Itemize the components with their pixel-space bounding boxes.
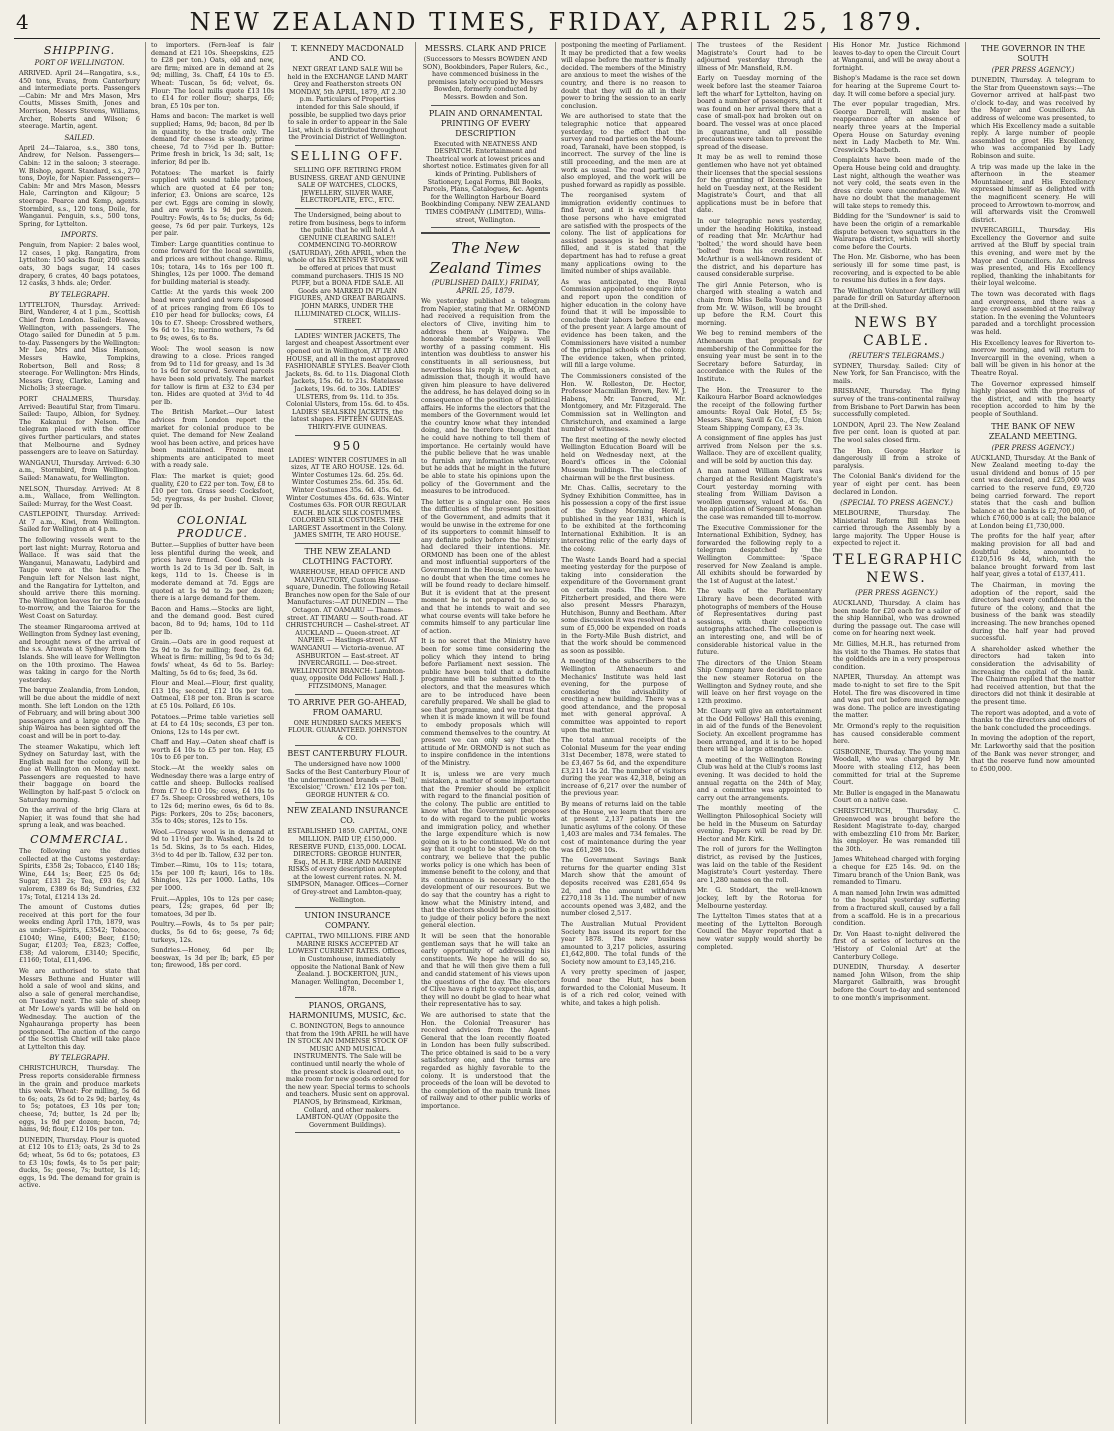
article-paragraph: Mr. G. Stoddart, the well-known jockey, left by the Rotorua for Melbourne yesterday.	[697, 886, 822, 910]
article-paragraph: The Hon. Mr. Gisborne, who has been seriously ill for some time past, is recovering, and is expected to be able to resume his duties in a few days.	[833, 253, 960, 285]
advertisement-body: LADIES' WINTER COSTUMES in all sizes, AT TE ARO HOUSE. 12s. 6d. Winter Costumes 12s. 6d. 25s. 6d. Winter Costumes 25s. 6d. 35s. 6d. Winter Costumes 35s. 6d. 45s. 6d. Winter Costumes 45s. 6d. 63s. Winter Costumes 63s. FOR OUR REGULAR EACH. BLACK SILK COSTUMES. COLORED SILK COSTUMES. THE LARGEST Assortment in the Colony. JAMES SMITH, TE ARO HOUSE.	[285, 455, 410, 540]
article-paragraph: It is, unless we are very much mistaken, a matter of some importance that the Premier should be explicit with regard to the financial position of the colony. The public are entitled to know what the Government proposes to do with regard to the public works and immigration policy, and whether the large expenditure which is now going on is to be continued. We do not say that it ought to be stopped; on the contrary, we believe that the public works policy is one which has been of immense benefit to the colony, and that its continuance is necessary to the development of our resources. But we do say that the country has a right to know what the Ministry intend, and that the electors should be in a position to judge of their policy before the next general election.	[421, 769, 550, 930]
article-paragraph: Mr. Chas. Callis, secretary to the Sydney Exhibition Committee, has in his possession a copy of the first issue of the Sydney Morning Herald, published in the year 1831, which is to be exhibited at the forthcoming International Exhibition. It is an interesting relic of the early days of the colony.	[561, 484, 686, 553]
article-paragraph: The Wellington Volunteer Artillery will parade for drill on Saturday afternoon at the Drill-shed.	[833, 286, 960, 310]
article-paragraph: A man named John Irwin was admitted to the hospital yesterday suffering from a fractured skull, caused by a fall from a scaffold. He is in a precarious condition.	[833, 888, 960, 928]
news-column-1	[14, 42, 146, 1424]
article-paragraph: Flour and Meal.—Flour, first quality, £13 10s; second, £12 10s per ton. Oatmeal, £18 per ton. Bran is scarce at £5 10s. Pollard, £6 10s.	[151, 679, 274, 710]
divider-rule	[295, 435, 400, 436]
article-paragraph: DUNEDIN, Thursday. A telegram to the Star from Queenstown says:—The Governor arrived at half-past two o'clock to-day, and was received by the Mayor and Councillors. An address of welcome was presented, to which His Excellency made a suitable reply. A large number of people assembled to greet His Excellency, who was accompanied by Lady Robinson and suite.	[971, 76, 1095, 160]
article-paragraph: Potatoes.—Prime table varieties sell at £4 to £4 10s; seconds, £3 per ton. Onions, 12s to 14s per cwt.	[151, 712, 274, 736]
advertisement-body: ONE HUNDRED SACKS MEEK'S FLOUR. GUARANTEED. JOHNSTON & CO.	[287, 718, 408, 742]
article-paragraph: Wool.—Greasy wool is in demand at 9d to 11½d per lb. Washed, 1s 2d to 1s 5d. Skins, 3s to 5s each. Hides, 3½d to 4d per lb. Tallow, £32 per ton.	[151, 827, 274, 859]
article-paragraph: It is no secret that the Ministry have been for some time considering the policy which they intend to bring before Parliament next session. The public have been told that a definite programme will be submitted to the electors, and that the measures which are to be introduced have been carefully prepared. We shall be glad to see that programme, and we trust that when it is made known it will be found to embody proposals which will commend themselves to the country. At present we can only say that the attitude of Mr. ORMOND is not such as to inspire confidence in the intentions of the Ministry.	[421, 637, 550, 767]
advertisement-body: Executed with NEATNESS AND DESPATCH. Entertainment and Theatrical work at lowest prices and shortest notice. Estimates given for all kinds of Printing. Publishers of Stationery, Legal Forms, Bill Books, Parcels, Plans, Catalogues, &c. Agents for the Wellington Harbour Board Bookbinding Company. NEW ZEALAND TIMES COMPANY (LIMITED), Willis-street, Wellington.	[421, 139, 550, 224]
advertisement-title: PLAIN AND ORNAMENTAL PRINTING OF EVERY DESCRIPTION	[428, 108, 543, 138]
article-paragraph: The steamer Ringarooma arrived at Wellington from Sydney last evening, and brought news of the arrival of the s.s. Arawata at Sydney from the Islands. She will leave for Wellington on the 10th proximo. The Hawea was taking in cargo for the North yesterday.	[19, 622, 141, 684]
article-paragraph: In our telegraphic news yesterday, under the heading Hokitika, instead of reading that Mr. McArthur had 'bolted,' the word should have been 'bolted' from his creditors. Mr. McArthur is a well-known resident of the district, and his departure has caused considerable surprise.	[697, 217, 822, 279]
article-paragraph: NELSON, Thursday. Arrived: At 8 a.m., Wallace, from Wellington. Sailed: Murray, for the West Coast.	[19, 484, 140, 508]
article-paragraph: The following vessels went to the port last night: Murray, Rotorua and Wallace. It was said that the Wanganui, Manawatu, Ladybird and Taupo were at the heads. The Penguin left for Nelson last night, and the Rangatira for Lyttelton, and should arrive there this morning. The Wellington leaves for the Sounds to-morrow, and the Taiaroa for the West Coast on Saturday.	[19, 536, 140, 620]
article-paragraph: His Excellency leaves for Riverton to-morrow morning, and will return to Invercargill in the evening, when a ball will be given in his honor at the Theatre Royal.	[971, 338, 1095, 377]
article-paragraph: PORT CHALMERS, Thursday. Arrived: Beautiful Star, from Timaru. Sailed: Taupo, Albion, for Sydney. The Kakanui for Nelson. The telegram placed with the officer gives further particulars, and states that Melbourne and Sydney passengers are to leave on Saturday.	[19, 394, 140, 457]
article-paragraph: His Honor Mr. Justice Richmond leaves to-day to open the Circuit Court at Wanganui, and will be away about a fortnight.	[833, 42, 960, 72]
advertisement-body: CAPITAL, TWO MILLIONS. FIRE AND MARINE RISKS ACCEPTED AT LOWEST CURRENT RATES. Offices, in Customhouse, immediately opposite the National Bank of New Zealand. J. BOCKERTON, JUN., Manager. Wellington, December 1, 1878.	[285, 932, 410, 994]
news-column-8	[966, 42, 1100, 1424]
dateline: (PUBLISHED DAILY.) FRIDAY, APRIL 25, 1879.	[431, 279, 540, 295]
article-paragraph: The Australian Mutual Provident Society has issued its report for the year 1878. The new business amounted to 3,217 policies, assuring £1,642,800. The total funds of the Society now amount to £3,145,216.	[561, 919, 686, 966]
article-paragraph: The directors of the Union Steam Ship Company have decided to place the new steamer Rotorua on the Wellington and Sydney route, and she will leave on her first voyage on the 12th proximo.	[697, 658, 822, 705]
article-paragraph: The Government Savings Bank returns for the quarter ending 31st March show that the amount of deposits received was £281,654 9s 2d, and the amount withdrawn £270,118 3s 11d. The number of new accounts opened was 3,482, and the number closed 2,517.	[561, 856, 686, 918]
article-paragraph: The walls of the Parliamentary Library have been decorated with photographs of members of the House of Representatives during past sessions, with their respective autographs attached. The collection is an interesting one, and will be of considerable historical value in the future.	[697, 587, 822, 657]
subheading: (PER PRESS AGENCY.)	[991, 66, 1075, 74]
divider-rule	[295, 907, 400, 908]
article-paragraph: DUNEDIN, Thursday. A deserter named John Wilson, from the ship Margaret Galbraith, was brought before the Court to-day and sentenced to one month's imprisonment.	[833, 963, 960, 1002]
article-paragraph: A trip was made up the lake in the afternoon in the steamer Mountaineer, and His Excellency expressed himself as delighted with the magnificent scenery. He will proceed to Arrowtown to-morrow, and will afterwards visit the Cromwell district.	[971, 162, 1096, 224]
article-paragraph: We yesterday published a telegram from Napier, stating that Mr. ORMOND had received a requisition from the electors of Clive, inviting him to address them at Waipawa. The honorable member's reply is well worthy of a passing comment. His intention was doubtless to answer his constituents in all seriousness, but nevertheless his reply is, in effect, an admission that, though it would have given him pleasure to have delivered the address, he has delayed doing so in consequence of the position of political affairs. He informs the electors that the members of the Government would let the country know what they intended doing, and he therefore thought that he could have nothing to tell them of importance. He certainly would have the public believe that he was unable to furnish any information whatever, but he adds that he might in the future be able to state his opinions upon the policy of the Government and the measures to be introduced.	[421, 297, 550, 496]
article-paragraph: The Colonial Bank's dividend for the year of eight per cent. has been declared in London.	[833, 472, 960, 496]
article-paragraph: AUCKLAND, Thursday. At the Bank of New Zealand meeting to-day the usual dividend and bonus of 15 per cent was declared, and £25,000 was carried to the reserve fund, £9,720 being carried forward. The report states that the cash and bullion balance at the banks is £2,700,000, of which £760,000 is at call; the balance at London being £1,730,000.	[971, 453, 1095, 530]
article-paragraph: The steamer Wakatipu, which left Sydney on Saturday last, with the English mail for the colony, will be due at Wellington on Monday next. Passengers are requested to have their baggage on board the Wellington by half-past 5 o'clock on Saturday morning.	[19, 742, 140, 804]
article-paragraph: LONDON, April 23. The New Zealand five per cent. loan is quoted at par. The wool sales closed firm.	[833, 420, 960, 444]
article-paragraph: The report was adopted, and a vote of thanks to the directors and officers of the bank concluded the proceedings.	[971, 708, 1095, 732]
article-paragraph: April 24—Taiaroa, s.s., 380 tons, Andrew, for Nelson. Passengers—Cabin: 12 in the saloon; 3 steerage. W. Bishop, agent. Standard, s.s., 270 tons, Doyle, for Napier. Passengers—Cabin: Mr and Mrs Mason, Messrs Hale, Carrington and Kilgour; 5 steerage. Pearce and Kemp, agents. Stormbird, s.s., 120 tons, Doile, for Wanganui. Penguin, s.s., 500 tons, Spring, for Lyttelton.	[19, 143, 140, 228]
advertisement-body: LADIES' WINTER JACKETS, The largest and cheapest Assortment ever opened out in Wellington, AT TE ARO HOUSE, and all in the most approved FASHIONABLE STYLES. Beaver Cloth Jackets, 8s. 6d. to 11s. Diagonal Cloth Jackets, 15s. 6d. to 21s. Matelasse Jackets, 19s. 6d. to 30s. LADIES' ULSTERS, from 9s. 11d. to 35s. Colonial Ulsters, from 15s. 6d. to 45s. LADIES' SEALSKIN JACKETS, the latest shapes. FIFTEEN GUINEAS. THIRTY-FIVE GUINEAS.	[285, 331, 410, 431]
article-paragraph: It will be seen that the honorable gentleman says that he will take an early opportunity of addressing his constituents. We hope he will do so, and that he will then give them a full and candid statement of his views upon the questions of the day. The electors of Clive have a right to expect this, and they will no doubt be glad to hear what their representative has to say.	[421, 931, 550, 1009]
article-paragraph: The letter is a singular one. He sees the difficulties of the present position of the Government, and admits that it would be unwise in the extreme for one of its supporters to commit himself to any definite policy before the Ministry had declared their intentions. Mr. ORMOND has been one of the ablest and most influential supporters of the Government in the House, and we have no doubt that when the time comes he will be found ready to declare himself. But it is evident that at the present moment he is not prepared to do so, and that he intends to wait and see what course events will take before he commits himself to any particular line of action.	[421, 497, 550, 635]
news-column-2	[146, 42, 280, 1424]
article-paragraph: By means of returns laid on the table of the House, we learn that there are at present 2,137 patients in the lunatic asylums of the colony. Of these 1,403 are males and 734 females. The cost of maintenance during the year was £61,298 10s.	[561, 800, 686, 854]
article-paragraph: The Chairman, in moving the adoption of the report, said the directors had every confidence in the future of the colony, and that the business of the bank was steadily increasing. The new branches opened during the half year had proved successful.	[971, 581, 1095, 643]
news-heading: NEWS BY CABLE.	[854, 314, 939, 349]
advertisement-body: (Successors to Messrs BOWDEN AND SON), Bookbinders, Paper Rulers, &c., have commenced business in the premises lately occupied by Messrs Bowden, formerly conducted by Messrs. Bowden and Son.	[422, 55, 549, 101]
article-paragraph: Penguin, from Napier: 2 bales wool, 12 cases, 1 pkg. Rangatira, from Lyttelton: 150 sacks flour, 200 sacks oats, 30 bags sugar, 14 cases drapery, 6 crates, 40 bags potatoes, 12 casks, 3 hhds. ale; Order.	[19, 241, 140, 288]
advertisement-title: PIANOS, ORGANS, HARMONIUMS, MUSIC, &c.	[288, 1001, 407, 1020]
newspaper-title: NEW ZEALAND TIMES, FRIDAY, APRIL 25, 1879.	[189, 8, 925, 36]
article-paragraph: to importers. (Fern-leaf is fair demand at £21 10s. Sheepskins, £25 to £28 per ton.) Oats, old and new, are firm; mixed are in demand at 2s 9d; milling, 3s. Chaff, £4 10s to £5. Wheat: Tuscan, 5s 6d; velvet, 6s. Flour: The local mills quote £13 10s to £14 for roller flour; sharps, £6; bran, £5 10s per ton.	[151, 42, 274, 110]
article-paragraph: Hams and bacon: The market is well supplied; Hams, 9d; bacon, 8d per lb in quantity, to the trade only. The demand for cheese is steady; prime cheese, 7d to 7½d per lb. Butter: Prime fresh in brick, 1s 3d; salt, 1s; inferior, 8d per lb.	[151, 112, 274, 166]
advertisement-body: SELLING OFF. RETIRING FROM BUSINESS. GREAT AND GENUINE SALE OF WATCHES, CLOCKS, JEWELLERY, SILVER WARE, ELECTROPLATE, ETC., ETC.	[289, 165, 406, 205]
article-paragraph: Wool: The wool season is now drawing to a close. Prices ranged from 9d to 11d for greasy, and 1s 3d to 1s 6d for scoured. Several parcels have been sold privately. The market for tallow is firm at £32 to £34 per ton. Hides are quoted at 3½d to 4d per lb.	[151, 344, 274, 406]
article-paragraph: CHRISTCHURCH, Thursday. The Press reports considerable firmness in the grain and produce markets this week. Wheat: For milling, 5s 6d to 6s; oats, 2s 6d to 2s 9d; barley, 4s to 5s; potatoes, £3 10s per ton; cheese, 7d; butter, 1s 2d per lb; eggs, 1s 9d per dozen; bacon, 7d; hams, 9d; flour, £12 10s per ton.	[19, 1064, 140, 1134]
article-paragraph: James Whitehead charged with forging a cheque for £25 14s. 9d. on the Timaru branch of the Union Bank, was remanded to Timaru.	[833, 855, 960, 887]
article-paragraph: Mr. Ormond's reply to the requisition has caused considerable comment here.	[833, 721, 960, 746]
advertisement-body: C. BONINGTON, Begs to announce that from the 19th APRIL he will have IN STOCK AN IMMENSE STOCK OF MUSIC AND MUSICAL INSTRUMENTS. The Sale will be continued until nearly the whole of the present stock is cleared out, to make room for new goods ordered for the new year. Special terms to schools and teachers. Music sent on approval. PIANOS, by Brinsmead, Kirkman, Collard, and other makers. LAMBTON-QUAY (Opposite the Government Buildings).	[285, 1022, 410, 1129]
article-paragraph: The Executive Commissioner for the International Exhibition, Sydney, has forwarded the following reply to a telegram despatched by the Wellington Committee: 'Space reserved for New Zealand is ample. All exhibits should be forwarded by the 1st of August at the latest.'	[697, 523, 822, 585]
article-paragraph: The total annual receipts of the Colonial Museum for the year ending 31st December, 1878, were stated to be £3,467 5s 6d, and the expenditure £3,211 14s 2d. The number of visitors during the year was 42,318, being an increase of 6,217 over the number of the previous year.	[561, 736, 686, 798]
article-paragraph: Butter.—Supplies of butter have been less plentiful during the week, and prices have firmed. Good fresh is worth 1s 2d to 1s 3d per lb. Salt, in kegs, 11d to 1s. Cheese is in moderate demand at 7d. Eggs are quoted at 1s 9d to 2s per dozen; there is a large demand for them.	[151, 541, 274, 603]
section-heading: COMMERCIAL.	[30, 833, 129, 847]
advertisement-title: TO ARRIVE PER GO-AHEAD, FROM OAMARU.	[288, 697, 407, 717]
article-paragraph: GISBORNE, Thursday. The young man Woodall, who was charged by Mr. Moore with stealing £12, has been committed for trial at the Supreme Court.	[833, 747, 960, 787]
article-paragraph: The British Market.—Our latest advices from London report the market for colonial produce to be quiet. The demand for New Zealand wool has been active, and prices have been maintained. Frozen meat shipments are anticipated to meet with a ready sale.	[151, 408, 274, 470]
article-paragraph: We are authorised to state that Messrs Bethune and Hunter will hold a sale of wool and skins, and also a sale of general merchandise, on Tuesday next. The sale of sheep at Mr Lowe's yards will be held on Wednesday. The auction of the Ngahauranga property has been postponed. The auction of the cargo of the Scottish Chief will take place at Lyttelton this day.	[19, 966, 140, 1051]
news-column-4	[416, 42, 556, 1424]
article-paragraph: Mr. Gillies, M.H.R., has returned from his visit to the Thames. He states that the goldfields are in a very prosperous condition.	[833, 640, 960, 671]
article-paragraph: The Governor expressed himself highly pleased with the progress of the district, and with the hearty reception accorded to him by the people of Southland.	[971, 379, 1095, 418]
article-paragraph: The profits for the half year, after making provision for all bad and doubtful debts, amounted to £120,516 9s 4d, which, with the balance brought forward from last half year, gives a total of £137,411.	[971, 532, 1095, 579]
article-paragraph: LYTTELTON, Thursday. Arrived: Bird, Wanderer, 4 at 1 p.m., Scottish Chief from London. Sailed: Hawea, Wellington, with passengers. The Otago sailed for Dunedin at 5 p.m. to-day. Passengers by the Wellington: Mr Lee, Mrs and Miss Hanson, Messrs Hawke, Tompkins, Robertson, Bell and Ross; 8 steerage. For Wellington: Mrs Hinds, Messrs Gray, Clarke, Laming and Nicholls; 3 steerage.	[19, 300, 140, 393]
article-paragraph: The Hon. George Harker is dangerously ill from a stroke of paralysis.	[833, 446, 960, 470]
news-heading: TELEGRAPHIC NEWS.	[833, 552, 964, 587]
divider-rule	[295, 208, 400, 209]
article-paragraph: A very pretty specimen of jasper, found near the Hutt, has been forwarded to the Colonial Museum. It is of a rich red color, veined with white, and takes a high polish.	[561, 968, 686, 1007]
article-paragraph: Flax: The market is quiet; good quality, £20 to £22 per ton. Tow, £8 to £10 per ton. Grass seed: Cocksfoot, 5d; ryegrass, 4s per bushel. Clover, 9d per lb.	[151, 472, 274, 511]
article-paragraph: The roll of jurors for the Wellington district, as revised by the Justices, was laid on the table of the Resident Magistrate's Court yesterday. There are 1,280 names on the roll.	[697, 845, 822, 884]
advertisement-title: UNION INSURANCE COMPANY.	[304, 911, 391, 931]
article-paragraph: The Waste Lands Board had a special meeting yesterday for the purpose of taking into consideration the expenditure of the Government grant on certain roads. The Hon. Mr. Fitzherbert presided, and there were also present Messrs Pharazyn, Hutchison, Bunny and Beetham. After some discussion it was resolved that a sum of £5,000 be expended on roads in the Forty-Mile Bush district, and that the work should be commenced as soon as possible.	[561, 555, 686, 655]
article-paragraph: SYDNEY, Thursday. Sailed: City of New York, for San Francisco, with the mails.	[833, 361, 960, 385]
divider-rule	[295, 329, 400, 330]
subheading: SAILED.	[64, 133, 95, 142]
article-paragraph: The barque Zealandia, from London, will be due about the middle of next month. She left London on the 12th of February, and will bring about 300 passengers and a large cargo. The ship Wairoa has been sighted off the coast and will be in port to-day.	[19, 686, 140, 740]
article-paragraph: The amount of Customs duties received at this port for the four weeks ending April 17th, 1879, was as under:—Spirits, £3542; Tobacco, £1040; Wine, £400; Beer, £150; Sugar, £1203; Tea, £823; Coffee, £38; Ad valorem, £3140; Specific, £1160; Total, £11,496.	[19, 903, 140, 965]
article-paragraph: The first meeting of the newly elected Wellington Education Board will be held on Wednesday next, at the Board's offices in the Colonial Museum buildings. The election of chairman will be the first business.	[561, 435, 686, 482]
article-paragraph: NAPIER, Thursday. An attempt was made to-night to set fire to the Spit Hotel. The fire was discovered in time and was put out before much damage was done. The police are investigating the matter.	[833, 673, 960, 720]
double-rule	[421, 232, 550, 234]
advertisement-body: ESTABLISHED 1859. CAPITAL, ONE MILLION. PAID UP, £150,000. RESERVE FUND, £135,000. LOCAL DIRECTORS: GEORGE HUNTER, Esq., M.H.R. FIRE AND MARINE RISKS of every description accepted at the lowest current rates. N. M. SIMPSON, Manager. Offices—Corner of Grey-street and Lambton-quay, Wellington.	[287, 827, 408, 904]
subheading: (SPECIAL TO PRESS AGENCY.)	[840, 499, 953, 508]
article-heading: THE BANK OF NEW ZEALAND MEETING.	[988, 421, 1078, 441]
article-paragraph: Stock.—At the weekly sales on Wednesday there was a large entry of cattle and sheep. Bullocks realised from £7 to £10 10s; cows, £4 10s to £7 5s. Sheep: Crossbred wethers, 10s to 12s 6d; merino ewes, 6s 6d to 8s. Pigs: Porkers, 20s to 25s; baconers, 35s to 40s; stores, 12s to 15s.	[151, 764, 274, 826]
article-paragraph: The Commissioners consisted of the Hon. W. Rolleston, Dr. Hector, Professor Macmillan Brown, Rev. W. J. Habens, Mr. Tancred, Mr. Montgomery, and Mr. Fitzgerald. The Commission sat in Wellington and Christchurch, and examined a large number of witnesses.	[561, 371, 686, 434]
article-paragraph: Bacon and Hams.—Stocks are light, and the demand good. Best cured bacon, 8d to 9d; hams, 10d to 11d per lb.	[151, 604, 274, 636]
article-paragraph: Poultry.—Fowls, 4s to 5s per pair; ducks, 5s 6d to 6s; geese, 7s 6d; turkeys, 12s.	[151, 920, 274, 944]
divider-rule	[295, 543, 400, 544]
divider-rule	[295, 745, 400, 746]
article-paragraph: CHRISTCHURCH, Thursday. C. Greenwood was brought before the Resident Magistrate to-day, charged with embezzling £10 from Mr. Barker, his employer. He was remanded till the 30th.	[833, 806, 960, 853]
subheading: (PER PRESS AGENCY.)	[991, 443, 1075, 452]
article-paragraph: It may be as well to remind those gentlemen who have not yet obtained their licenses that the special sessions for the granting of licenses will be held on Tuesday next, at the Resident Magistrate's Court, and that all applications must be in before that date.	[697, 153, 822, 215]
advertisement-title: THE NEW ZEALAND CLOTHING FACTORY.	[302, 547, 393, 567]
article-paragraph: A shareholder asked whether the directors had taken into consideration the advisability of increasing the capital of the bank. The Chairman replied that the matter had received attention, but that the directors did not think it desirable at the present time.	[971, 644, 1095, 706]
article-paragraph: A consignment of fine apples has just arrived from Nelson per the s.s. Wallace. They are of excellent quality, and will be sold by auction this day.	[697, 434, 822, 465]
article-paragraph: Grain.—Oats are in good request at 2s 9d to 3s for milling; feed, 2s 6d. Wheat is firm: milling, 5s 9d to 6s 3d; fowls' wheat, 4s 6d to 5s. Barley: Malting, 5s 6d to 6s; feed, 3s 6d.	[151, 638, 274, 677]
article-paragraph: Early on Tuesday morning of the week before last the steamer Taiaroa left the wharf for Lyttelton, having on board a number of passengers, and it was found on her arrival there that a case of small-pox had broken out on board. The vessel was at once placed in quarantine, and all possible precautions were taken to prevent the spread of the disease.	[697, 74, 822, 151]
article-paragraph: postponing the meeting of Parliament. It may be predicted that a few weeks will elapse before the matter is finally decided. The members of the Ministry are anxious to meet the wishes of the country, and there is no reason to doubt that they will do all in their power to bring the session to an early conclusion.	[561, 42, 686, 110]
news-column-6	[692, 42, 828, 1424]
article-paragraph: AUCKLAND, Thursday. A claim has been made for £20 each for a sailor of the ship Hannibal, who was drowned during the passage out. The case will come on for hearing next week.	[833, 599, 960, 638]
subheading: BY TELEGRAPH.	[49, 290, 110, 299]
article-paragraph: Cattle: At the yards this week 200 head were yarded and were disposed of at prices ranging from £6 10s to £10 per head for bullocks; cows, £4 10s to £7. Sheep: Crossbred wethers, 9s 6d to 11s; merino wethers, 7s 6d to 9s; ewes, 6s to 8s.	[151, 288, 274, 342]
section-heading: COLONIAL PRODUCE.	[177, 514, 248, 541]
article-paragraph: In moving the adoption of the report, Mr. Larkworthy said that the position of the Bank was never stronger, and that the reserve fund now amounted to £500,000.	[971, 734, 1095, 773]
columns-container	[14, 42, 1100, 1424]
advertisement-body: NEXT GREAT LAND SALE Will be held in the EXCHANGE LAND MART Grey and Featherston streets ON MONDAY, 5th APRIL, 1879, AT 2.30 p.m. Particulars of Properties intended for this Sale should, if possible, be supplied two days prior to sale in order to appear in the Sale List, which is distributed throughout the Provincial District of Wellington.	[287, 65, 408, 142]
article-paragraph: We beg to remind members of the Athenaeum that proposals for membership of the Committee for the ensuing year must be sent in to the Secretary before Saturday, in accordance with the Rules of the Institute.	[697, 329, 822, 383]
ad-headline: 950	[333, 438, 362, 453]
article-paragraph: Timber.—Rimu, 10s to 11s; totara, 15s per 100 ft; kauri, 16s to 18s. Shingles, 12s per 1000. Laths, 10s per 1000.	[151, 861, 274, 892]
article-paragraph: Bidding for the 'Sundowner' is said to have been the origin of a remarkable dispute between two squatters in the Wairarapa district, which will shortly come before the Courts.	[833, 212, 960, 251]
news-column-3	[280, 42, 416, 1424]
article-paragraph: The monthly meeting of the Wellington Philosophical Society will be held in the Museum on Saturday evening. Papers will be read by Dr. Hector and Mr. Kirk.	[697, 804, 822, 843]
masthead	[14, 8, 1100, 39]
advertisement-title: MESSRS. CLARK AND PRICE	[424, 44, 547, 53]
article-heading: THE GOVERNOR IN THE SOUTH	[980, 44, 1086, 63]
article-paragraph: We are authorised to state that the Hon. the Colonial Treasurer has received advices from the Agent-General that the loan recently floated in London has been fully subscribed. The price obtained is said to be a very satisfactory one, and the terms are regarded as highly favorable to the colony. It is understood that the proceeds of the loan will be devoted to the completion of the main trunk lines of railway and to other public works of importance.	[421, 1010, 550, 1111]
advertisement-body: The Undersigned, being about to retire from business, begs to inform the public that he will hold A GENUINE CLEARING SALE!! COMMENCING TO-MORROW (SATURDAY), 26th APRIL, when the whole of his EXTENSIVE STOCK will be offered at prices that must command purchasers. THIS IS NO PUFF, but a BONA FIDE SALE. All Goods are MARKED IN PLAIN FIGURES, AND GREAT BARGAINS. JOHN MARKS, UNDER THE ILLUMINATED CLOCK, WILLIS-STREET.	[287, 210, 408, 326]
article-paragraph: BRISBANE, Thursday. The flying survey of the trans-continental railway from Brisbane to Port Darwin has been successfully completed.	[833, 387, 960, 419]
page-number: 4	[16, 10, 29, 34]
article-paragraph: A man named William Clark was charged at the Resident Magistrate's Court yesterday morning with stealing from William Davison a woollen guernsey, valued at 6s. On the application of Sergeant Monaghan the case was remanded till to-morrow.	[697, 467, 822, 522]
article-paragraph: Chaff and Hay.—Oaten sheaf chaff is worth £4 10s to £5 per ton. Hay, £5 10s to £6 per ton.	[151, 738, 274, 762]
article-paragraph: The following are the duties collected at the Customs yesterday: Spirits, £358 2s; Tobacco, £140 18s; Wine, £44 1s; Beer, £25 0s 6d; Sugar, £131 2s; Tea, £93 6s; Ad valorem, £389 6s 8d; Sundries, £32 17s; Total, £1214 13s 2d.	[19, 847, 140, 901]
article-paragraph: WANGANUI, Thursday. Arrived: 6.30 a.m., Stormbird, from Wellington. Sailed: Manawatu, for Wellington.	[19, 458, 140, 482]
article-paragraph: A meeting of the subscribers to the Wellington Athenaeum and Mechanics' Institute was held last evening, for the purpose of considering the advisability of erecting a new building. There was a good attendance, and the proposal met with general approval. A committee was appointed to report upon the matter.	[561, 657, 686, 734]
advertisement-body: WAREHOUSE, HEAD OFFICE AND MANUFACTORY, Custom House-square, Dunedin. The following Retail Branches now open for the Sale of our Manufactures:—AT DUNEDIN — The Octagon. AT OAMARU — Thames-street. AT TIMARU — South-road. AT CHRISTCHURCH — Cashel-street. AT AUCKLAND — Queen-street. AT NAPIER — Hastings-street. AT WANGANUI — Victoria-avenue. AT ASHBURTON — East-street. AT INVERCARGILL — Dee-street. WELLINGTON BRANCH: Lambton-quay, opposite Odd Fellows' Hall. J. FITZSIMONS, Manager.	[285, 568, 410, 690]
advertisement-title: BEST CANTERBURY FLOUR.	[287, 749, 408, 759]
article-paragraph: Timber: Large quantities continue to come forward for the local sawmills, and prices are without change. Rimu, 10s; totara, 14s to 16s per 100 ft. Shingles, 12s per 1000. The demand for building material is steady.	[151, 239, 274, 286]
news-column-7	[828, 42, 966, 1424]
article-paragraph: The trustees of the Resident Magistrate's Court had to be adjourned yesterday through the illness of Mr. Mansfield, R.M.	[697, 42, 822, 72]
article-paragraph: As was anticipated, the Royal Commission appointed to enquire into and report upon the condition of higher education in the colony have found that it will be impossible to conclude their labors before the end of the present year. A large amount of evidence has been taken, and the Commissioners have visited a number of the principal schools of the colony. The evidence taken, when printed, will fill a large volume.	[561, 277, 686, 370]
divider-rule	[295, 1132, 400, 1133]
divider-rule	[295, 802, 400, 803]
article-paragraph: We are authorised to state that the telegraphic notice that appeared yesterday, to the effect that the survey and road parties on the Mount-road, Taranaki, have been stopped, is incorrect. The survey of the line is still proceeding, and the men are at work as usual. The road parties are also employed, and the work will be pushed forward as rapidly as possible.	[561, 112, 686, 189]
subheading: (REUTER'S TELEGRAMS.)	[848, 351, 945, 360]
article-paragraph: Bishop's Madame is the race set down for hearing at the Supreme Court to-day. It will come before a special jury.	[833, 74, 960, 98]
article-paragraph: CASTLEPOINT, Thursday. Arrived: At 7 a.m., Kiwi, from Wellington. Sailed for Wellington at 4 p.m.	[19, 510, 140, 534]
news-column-5	[556, 42, 692, 1424]
article-paragraph: INVERCARGILL, Thursday. His Excellency the Governor and suite arrived at the Bluff by special train this evening, and were met by the Mayor and Councillors. An address was presented, and His Excellency replied, thanking the inhabitants for their loyal welcome.	[971, 226, 1095, 288]
divider-rule	[295, 145, 400, 146]
advertisement-title: NEW ZEALAND INSURANCE CO.	[287, 806, 408, 826]
advertisement-title: T. KENNEDY MACDONALD AND CO.	[291, 44, 404, 63]
article-paragraph: Complaints have been made of the Opera House being cold and draughty. Last night, although the weather was not very cold, the seats even in the dress circle were uncomfortable. We have no doubt that the management will take steps to remedy this.	[833, 156, 960, 210]
article-paragraph: ARRIVED. April 24—Rangatira, s.s., 450 tons, Evans, from Canterbury and intermediate ports. Passengers—Cabin: Mr and Mrs Mason, Mrs Coutts, Misses Smith, Jones and Morrison, Messrs Stevens, Williams, Archer, Roberts and Wilson; 6 steerage. Martin, agent.	[19, 69, 140, 131]
article-paragraph: Fruit.—Apples, 10s to 12s per case; pears, 12s; grapes, 6d per lb; tomatoes, 3d per lb.	[151, 894, 274, 918]
divider-rule	[431, 105, 540, 106]
nameplate: The New Zealand Times	[429, 239, 542, 278]
article-paragraph: DUNEDIN, Thursday. Flour is quoted at £12 10s to £13; oats, 2s 3d to 2s 6d; wheat, 5s 6d to 6s; potatoes, £3 to £3 10s; fowls, 4s to 5s per pair; ducks, 5s; geese, 7s; butter, 1s 1d; eggs, 1s 9d. The demand for grain is active.	[19, 1135, 140, 1190]
article-paragraph: Mr. Buller is engaged in the Manawatu Court on a native case.	[833, 788, 960, 805]
article-paragraph: Potatoes: The market is fairly supplied with sound table potatoes, which are quoted at £4 per ton; inferior, £3. Onions are scarce, 12s per cwt. Eggs are coming in slowly, and are worth 1s 9d per dozen. Poultry: Fowls, 4s to 5s; ducks, 5s 6d; geese, 7s 6d per pair. Turkeys, 12s per pair.	[151, 168, 274, 238]
subheading: (PER PRESS AGENCY.)	[855, 589, 938, 598]
divider-rule	[431, 227, 540, 228]
article-paragraph: Sundries.—Honey, 6d per lb; beeswax, 1s 3d per lb; bark, £5 per ton; firewood, 18s per cord.	[151, 946, 274, 970]
ad-headline: SELLING OFF.	[290, 148, 405, 163]
divider-rule	[295, 997, 400, 998]
article-paragraph: The Lyttelton Times states that at a meeting of the Lyttelton Borough Council the Mayor reported that a new water supply would shortly be completed.	[697, 912, 822, 951]
article-paragraph: MELBOURNE, Thursday. The Ministerial Reform Bill has been carried through the Assembly by a large majority. The Upper House is expected to reject it.	[833, 509, 960, 548]
article-paragraph: The girl Annie Peterson, who is charged with stealing a watch and chain from Miss Bella Young and £3 from Mr. W. Wilson, will be brought up before the R.M. Court this morning.	[697, 280, 822, 327]
subheading: PORT OF WELLINGTON.	[34, 59, 125, 67]
advertisement-body: The undersigned have now 1000 Sacks of the Best Canterbury Flour of the undermentioned brands — 'Bell,' 'Excelsior,' 'Crown.' £12 10s per ton. GEORGE HUNTER & CO.	[286, 760, 409, 799]
divider-rule	[295, 694, 400, 695]
article-paragraph: A meeting of the Wellington Rowing Club was held at the Club's rooms last evening. It was decided to hold the annual regatta on the 24th of May, and a committee was appointed to carry out the arrangements.	[697, 755, 822, 802]
article-paragraph: On the arrival of the brig Clara at Napier, it was found that she had sprung a leak, and was beached.	[19, 806, 140, 830]
article-paragraph: The ever popular tragedian, Mrs. George Darrell, will make her reappearance after an absence of nearly three years at the Imperial Opera House on Saturday evening next in Lady Macbeth to Mr. Wm. Creswick's Macbeth.	[833, 100, 960, 154]
subheading: BY TELEGRAPH.	[49, 1054, 110, 1063]
subheading: IMPORTS.	[61, 231, 98, 240]
article-paragraph: The reorganised system of immigration evidently continues to find favor, and it is expected that those persons who have emigrated are satisfied with the prospects of the colony. The list of applications for assisted passages is being rapidly filled, and it is stated that the department has had to refuse a great many applications owing to the limited number of ships available.	[561, 191, 686, 276]
article-paragraph: The town was decorated with flags and evergreens, and there was a large crowd assembled at the railway station. In the evening the Volunteers paraded and a torchlight procession was held.	[971, 290, 1095, 336]
article-paragraph: The Hon. the Treasurer to the Kaikoura Harbor Board acknowledges the receipt of the following further amounts: Royal Oak Hotel, £5 5s; Messrs. Shaw, Savill & Co., £5; Union Steam Shipping Company, £3 3s.	[697, 385, 822, 432]
section-heading: SHIPPING.	[43, 44, 116, 57]
article-paragraph: Dr. Von Haast to-night delivered the first of a series of lectures on the 'History of Colonial Art' at the Canterbury College.	[833, 929, 960, 961]
article-paragraph: Mr. Cleary will give an entertainment at the Odd Fellows' Hall this evening, in aid of the funds of the Benevolent Society. An excellent programme has been arranged, and it is to be hoped there will be a large attendance.	[697, 707, 822, 754]
